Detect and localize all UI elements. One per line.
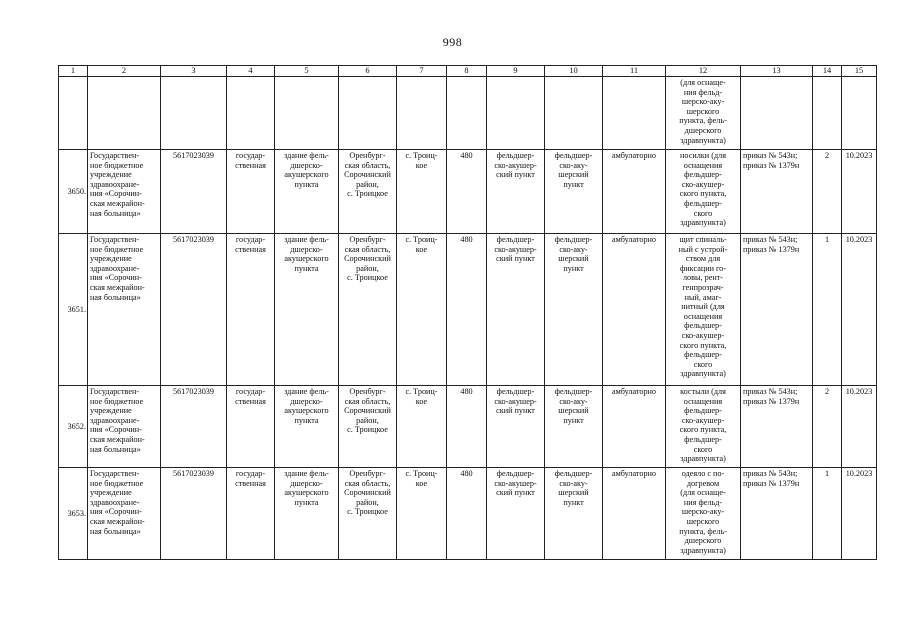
column-number: 10 xyxy=(545,66,603,77)
building-cell: здание фель- дшерско- акушерского пункта xyxy=(275,150,339,234)
equipment-cell: одеяло с по- догревом (для оснаще- ния фельд- шерско-аку- шерского пункта, фель- дшерского здравпункта) xyxy=(666,468,741,560)
ownership-cell: государ- ственная xyxy=(227,386,275,468)
date-cell: 10.2023 xyxy=(842,468,877,560)
organization-cell: Государствен- ное бюджетное учреждение здравоохране- ния «Сорочин- ская межрайон- ная больница» xyxy=(88,386,161,468)
unit-cell: фельдшер- ско-аку- шерский пункт xyxy=(545,150,603,234)
page-number: 998 xyxy=(442,35,463,49)
care-cell: амбулаторно xyxy=(603,150,666,234)
address-cell: Оренбург- ская область, Сорочинский район, с. Троицкое xyxy=(339,468,397,560)
inn-cell: 5617023039 xyxy=(161,150,227,234)
inn-cell: 5617023039 xyxy=(161,234,227,386)
quantity-cell: 1 xyxy=(813,468,842,560)
date-cell: 10.2023 xyxy=(842,386,877,468)
inn-cell: 5617023039 xyxy=(161,468,227,560)
settlement-cell: с. Троиц- кое xyxy=(397,468,447,560)
order-cell: приказ № 543н; приказ № 1379н xyxy=(741,234,813,386)
organization-cell: Государствен- ное бюджетное учреждение здравоохране- ния «Сорочин- ская межрайон- ная больница» xyxy=(88,234,161,386)
row-number: 3651. xyxy=(59,234,88,386)
facility-type-cell: фельдшер- ско-акушер- ский пункт xyxy=(487,386,545,468)
column-number: 8 xyxy=(447,66,487,77)
table-row xyxy=(59,150,877,234)
unit-cell: фельдшер- ско-аку- шерский пункт xyxy=(545,468,603,560)
column-number: 9 xyxy=(487,66,545,77)
column-number: 3 xyxy=(161,66,227,77)
column-number: 5 xyxy=(275,66,339,77)
address-cell: Оренбург- ская область, Сорочинский район, с. Троицкое xyxy=(339,150,397,234)
order-cell: приказ № 543н; приказ № 1379н xyxy=(741,150,813,234)
column-number: 15 xyxy=(842,66,877,77)
column-number: 7 xyxy=(397,66,447,77)
building-cell: здание фель- дшерско- акушерского пункта xyxy=(275,386,339,468)
row-number: 3652. xyxy=(59,386,88,468)
date-cell: 10.2023 xyxy=(842,234,877,386)
column-number: 14 xyxy=(813,66,842,77)
order-cell: приказ № 543н; приказ № 1379н xyxy=(741,468,813,560)
population-cell: 480 xyxy=(447,234,487,386)
address-cell: Оренбург- ская область, Сорочинский район, с. Троицкое xyxy=(339,234,397,386)
column-number: 13 xyxy=(741,66,813,77)
quantity-cell: 2 xyxy=(813,386,842,468)
column-number: 12 xyxy=(666,66,741,77)
settlement-cell: с. Троиц- кое xyxy=(397,386,447,468)
table-row xyxy=(59,234,877,386)
unit-cell: фельдшер- ско-аку- шерский пункт xyxy=(545,386,603,468)
care-cell: амбулаторно xyxy=(603,386,666,468)
ownership-cell: государ- ственная xyxy=(227,468,275,560)
unit-cell: фельдшер- ско-аку- шерский пункт xyxy=(545,234,603,386)
ownership-cell: государ- ственная xyxy=(227,150,275,234)
date-cell: 10.2023 xyxy=(842,150,877,234)
column-number: 11 xyxy=(603,66,666,77)
equipment-cell: костыли (для оснащения фельдшер- ско-акушер- ского пункта, фельдшер- ского здравпункта) xyxy=(666,386,741,468)
settlement-cell: с. Троиц- кое xyxy=(397,150,447,234)
column-number-row xyxy=(59,66,877,77)
registry-table xyxy=(58,65,877,560)
quantity-cell: 2 xyxy=(813,150,842,234)
continuation-row xyxy=(59,77,877,150)
care-cell: амбулаторно xyxy=(603,468,666,560)
building-cell: здание фель- дшерско- акушерского пункта xyxy=(275,234,339,386)
organization-cell: Государствен- ное бюджетное учреждение здравоохране- ния «Сорочин- ская межрайон- ная больница» xyxy=(88,468,161,560)
organization-cell: Государствен- ное бюджетное учреждение здравоохране- ния «Сорочин- ская межрайон- ная больница» xyxy=(88,150,161,234)
population-cell: 480 xyxy=(447,468,487,560)
quantity-cell: 1 xyxy=(813,234,842,386)
column-number: 2 xyxy=(88,66,161,77)
population-cell: 480 xyxy=(447,386,487,468)
settlement-cell: с. Троиц- кое xyxy=(397,234,447,386)
row-number: 3650. xyxy=(59,150,88,234)
equipment-cell: (для оснаще- ния фельд- шерско-аку- шерского пункта, фель- дшерского здравпункта) xyxy=(666,77,741,150)
equipment-cell: щит спиналь- ный с устрой- ством для фиксации го- ловы, рент- генпрозрач- ный, амаг- нитный (для оснащения фельдшер- ско-акушер- ского пункта, фельдшер- ского здравпункта) xyxy=(666,234,741,386)
table-row xyxy=(59,386,877,468)
facility-type-cell: фельдшер- ско-акушер- ский пункт xyxy=(487,468,545,560)
facility-type-cell: фельдшер- ско-акушер- ский пункт xyxy=(487,234,545,386)
building-cell: здание фель- дшерско- акушерского пункта xyxy=(275,468,339,560)
column-number: 4 xyxy=(227,66,275,77)
column-number: 1 xyxy=(59,66,88,77)
care-cell: амбулаторно xyxy=(603,234,666,386)
row-number: 3653. xyxy=(59,468,88,560)
inn-cell: 5617023039 xyxy=(161,386,227,468)
ownership-cell: государ- ственная xyxy=(227,234,275,386)
table-row xyxy=(59,468,877,560)
population-cell: 480 xyxy=(447,150,487,234)
column-number: 6 xyxy=(339,66,397,77)
order-cell: приказ № 543н; приказ № 1379н xyxy=(741,386,813,468)
equipment-cell: носилки (для оснащения фельдшер- ско-акушер- ского пункта, фельдшер- ского здравпункта) xyxy=(666,150,741,234)
address-cell: Оренбург- ская область, Сорочинский район, с. Троицкое xyxy=(339,386,397,468)
facility-type-cell: фельдшер- ско-акушер- ский пункт xyxy=(487,150,545,234)
